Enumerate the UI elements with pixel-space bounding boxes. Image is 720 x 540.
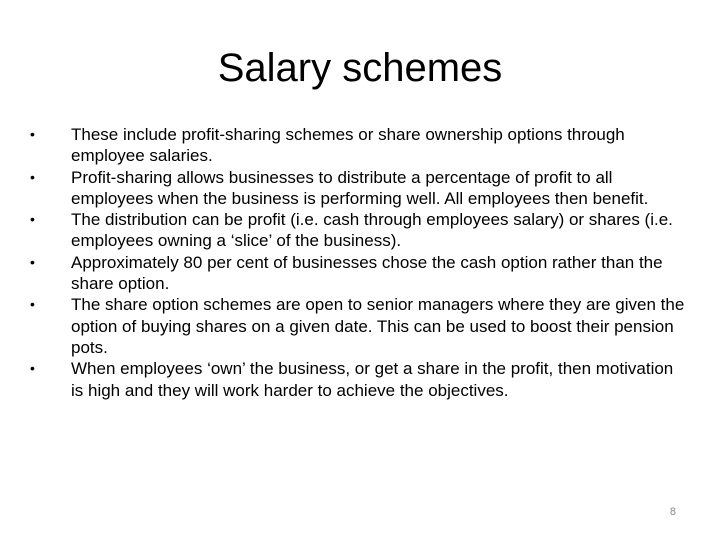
bullet-text: Profit-sharing allows businesses to distribute a percentage of profit to all employees when the business is performing well. All employees then benefit. [71,167,649,208]
bullet-dot-icon: • [30,126,35,142]
bullet-item [30,124,690,167]
bullet-dot-icon: • [30,253,35,270]
bullet-dot-icon: • [30,360,35,377]
bullet-text: The share option schemes are open to senior managers where they are given the option of buying shares on a given date. This can be used to boost their pension pots. [71,295,685,357]
bullet-text: The distribution can be profit (i.e. cash through employees salary) or shares (i.e. employees owning a ‘slice’ of the business). [71,210,673,251]
page-number: 8 [669,506,676,518]
slide-title: Salary schemes [217,46,503,90]
bullet-text: Approximately 80 per cent of businesses chose the cash option rather than the share option. [71,252,663,294]
bullet-dot-icon: • [30,168,35,185]
bullet-dot-icon: • [30,296,35,313]
bullet-text: When employees ‘own’ the business, or get a share in the profit, then motivation is high and they will work harder to achieve the objectives. [71,359,674,400]
bullet-dot-icon: • [30,211,35,228]
bullet-item [30,167,690,210]
bullet-text: These include profit-sharing schemes or share ownership options through employee salaries. [71,125,625,166]
bullet-item [30,358,690,401]
bullet-list [30,124,690,401]
bullet-item [30,252,690,295]
bullet-item [30,294,690,358]
bullet-item [30,209,690,252]
